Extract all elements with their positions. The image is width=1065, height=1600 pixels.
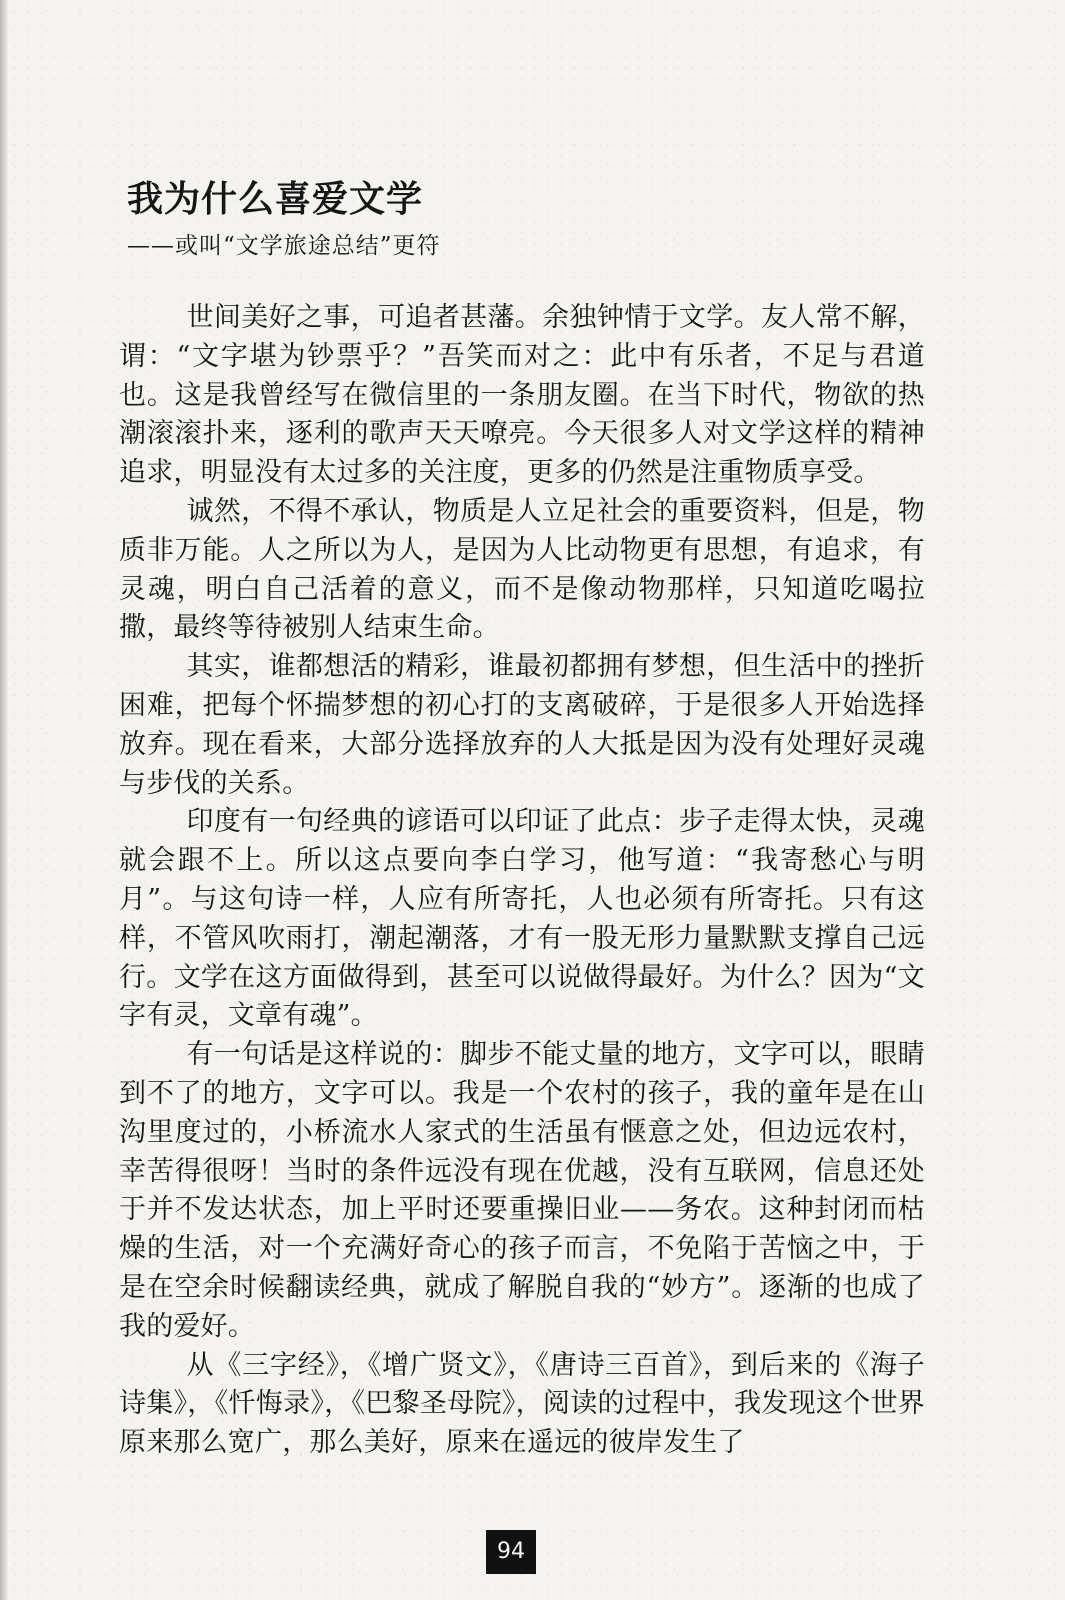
paragraph: 其实，谁都想活的精彩，谁最初都拥有梦想，但生活中的挫折困难，把每个怀揣梦想的初心打的支离破碎，于是很多人开始选择放弃。现在看来，大部分选择放弃的人大抵是因为没有处理好灵魂与步伐的关系。 [119,651,925,799]
paragraph: 诚然，不得不承认，物质是人立足社会的重要资料，但是，物质非万能。人之所以为人，是因为人比动物更有思想，有追求，有灵魂，明白自己活着的意义，而不是像动物那样，只知道吃喝拉撒，最终等待被别人结束生命。 [119,495,925,644]
paragraph: 有一句话是这样说的：脚步不能丈量的地方，文字可以，眼睛到不了的地方，文字可以。我是一个农村的孩子，我的童年是在山沟里度过的，小桥流水人家式的生活虽有惬意之处，但边远农村，幸苦得很呀！当时的条件远没有现在优越，没有互联网，信息还处于并不发达状态，加上平时还要重操旧业——务农。这种封闭而枯燥的生活，对一个充满好奇心的孩子而言，不免陷于苦恼之中，于是在空余时候翻读经典，就成了解脱自我的“妙方”。逐渐的也成了我的爱好。 [119,1039,925,1342]
page-binding-shadow [0,0,8,1600]
page-number: 94 [486,1530,536,1574]
article-body [119,299,925,1463]
article-subtitle: ——或叫“文学旅途总结”更符 [127,233,441,259]
paragraph: 世间美好之事，可追者甚藩。余独钟情于文学。友人常不解，谓：“文字堪为钞票乎？”吾笑而对之：此中有乐者，不足与君道也。这是我曾经写在微信里的一条朋友圈。在当下时代，物欲的热潮滚滚扑来，逐利的歌声天天嘹亮。今天很多人对文学这样的精神追求，明显没有太过多的关注度，更多的仍然是注重物质享受。 [119,302,925,489]
paragraph: 从《三字经》，《增广贤文》，《唐诗三百首》，到后来的《海子诗集》，《忏悔录》，《巴黎圣母院》，阅读的过程中，我发现这个世界原来那么宽广，那么美好，原来在遥远的彼岸发生了 [119,1349,925,1459]
paragraph: 印度有一句经典的谚语可以印证了此点：步子走得太快，灵魂就会跟不上。所以这点要向李白学习，他写道：“我寄愁心与明月”。与这句诗一样，人应有所寄托，人也必须有所寄托。只有这样，不管风吹雨打，潮起潮落，才有一股无形力量默默支撑自己远行。文学在这方面做得到，甚至可以说做得最好。为什么？因为“文字有灵，文章有魂”。 [119,806,925,1032]
article-title: 我为什么喜爱文学 [127,179,424,220]
